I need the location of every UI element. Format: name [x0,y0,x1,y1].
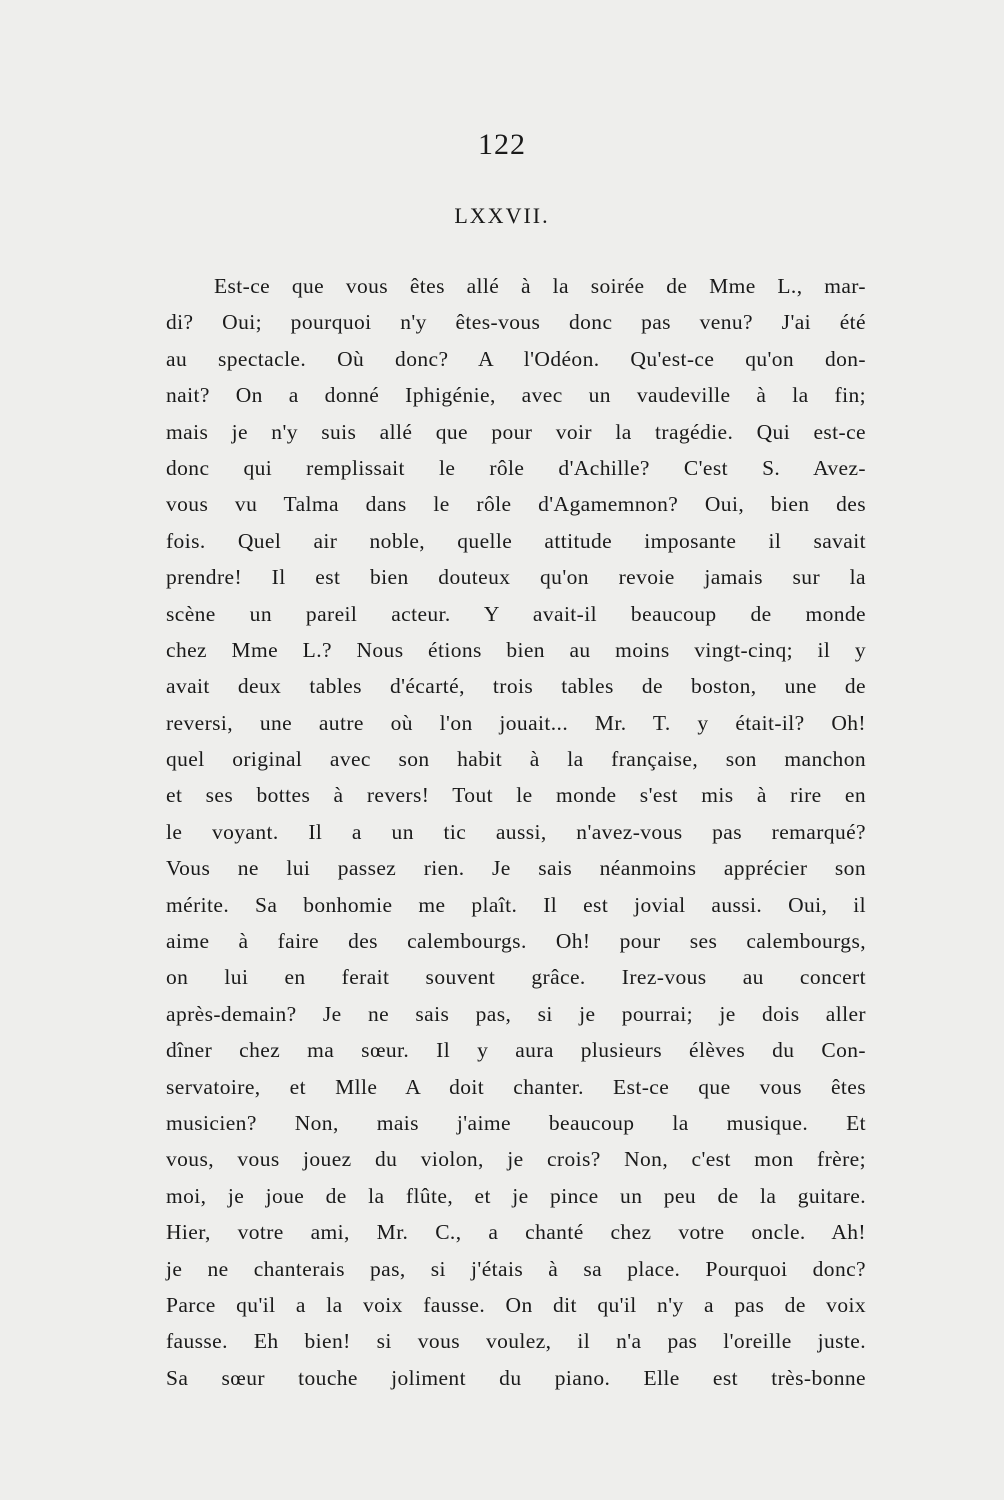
text-line: musicien? Non, mais j'aime beaucoup la musique. Et [166,1110,866,1135]
text-line: on lui en ferait souvent grâce. Irez-vous au concert [166,965,866,990]
text-line: nait? On a donné Iphigénie, avec un vaudeville à la fin; [166,383,866,408]
text-line: donc qui remplissait le rôle d'Achille? C'est S. Avez- [166,455,866,480]
text-line: Hier, votre ami, Mr. C., a chanté chez votre oncle. Ah! [166,1220,866,1245]
text-line: servatoire, et Mlle A doit chanter. Est-ce que vous êtes [166,1074,866,1099]
text-line: fois. Quel air noble, quelle attitude imposante il savait [166,528,866,553]
text-line: vous vu Talma dans le rôle d'Agamemnon? Oui, bien des [166,492,866,517]
text-line: et ses bottes à revers! Tout le monde s'est mis à rire en [166,783,866,808]
text-line: mérite. Sa bonhomie me plaît. Il est jovial aussi. Oui, il [166,892,866,917]
text-line: le voyant. Il a un tic aussi, n'avez-vous pas remarqué? [166,819,866,844]
text-line: vous, vous jouez du violon, je crois? Non, c'est mon frère; [166,1147,866,1172]
text-line: quel original avec son habit à la française, son manchon [166,747,866,772]
text-line: di? Oui; pourquoi n'y êtes-vous donc pas venu? J'ai été [166,310,866,335]
text-line: dîner chez ma sœur. Il y aura plusieurs élèves du Con- [166,1038,866,1063]
text-line: aime à faire des calembourgs. Oh! pour ses calembourgs, [166,929,866,954]
section-heading: LXXVII. [454,203,550,228]
text-line: Est-ce que vous êtes allé à la soirée de Mme L., mar- [214,274,866,298]
text-line: au spectacle. Où donc? A l'Odéon. Qu'est-ce qu'on don- [166,346,866,371]
text-line: fausse. Eh bien! si vous voulez, il n'a pas l'oreille juste. [166,1329,866,1354]
text-line: Sa sœur touche joliment du piano. Elle est très-bonne [166,1365,866,1390]
text-line: Vous ne lui passez rien. Je sais néanmoins apprécier son [166,856,866,881]
text-line: je ne chanterais pas, si j'étais à sa place. Pourquoi donc? [166,1256,866,1281]
text-line: moi, je joue de la flûte, et je pince un peu de la guitare. [166,1183,866,1208]
text-line: Parce qu'il a la voix fausse. On dit qu'il n'y a pas de voix [166,1292,866,1317]
text-line: avait deux tables d'écarté, trois tables de boston, une de [166,674,866,699]
text-line: chez Mme L.? Nous étions bien au moins vingt-cinq; il y [166,637,866,662]
body-paragraph [166,268,866,1396]
text-line: après-demain? Je ne sais pas, si je pourrai; je dois aller [166,1001,866,1026]
text-line: scène un pareil acteur. Y avait-il beaucoup de monde [166,601,866,626]
text-line: prendre! Il est bien douteux qu'on revoie jamais sur la [166,565,866,590]
text-line: reversi, une autre où l'on jouait... Mr. T. y était-il? Oh! [166,710,866,735]
text-line: mais je n'y suis allé que pour voir la tragédie. Qui est-ce [166,419,866,444]
page-number: 122 [478,128,526,161]
